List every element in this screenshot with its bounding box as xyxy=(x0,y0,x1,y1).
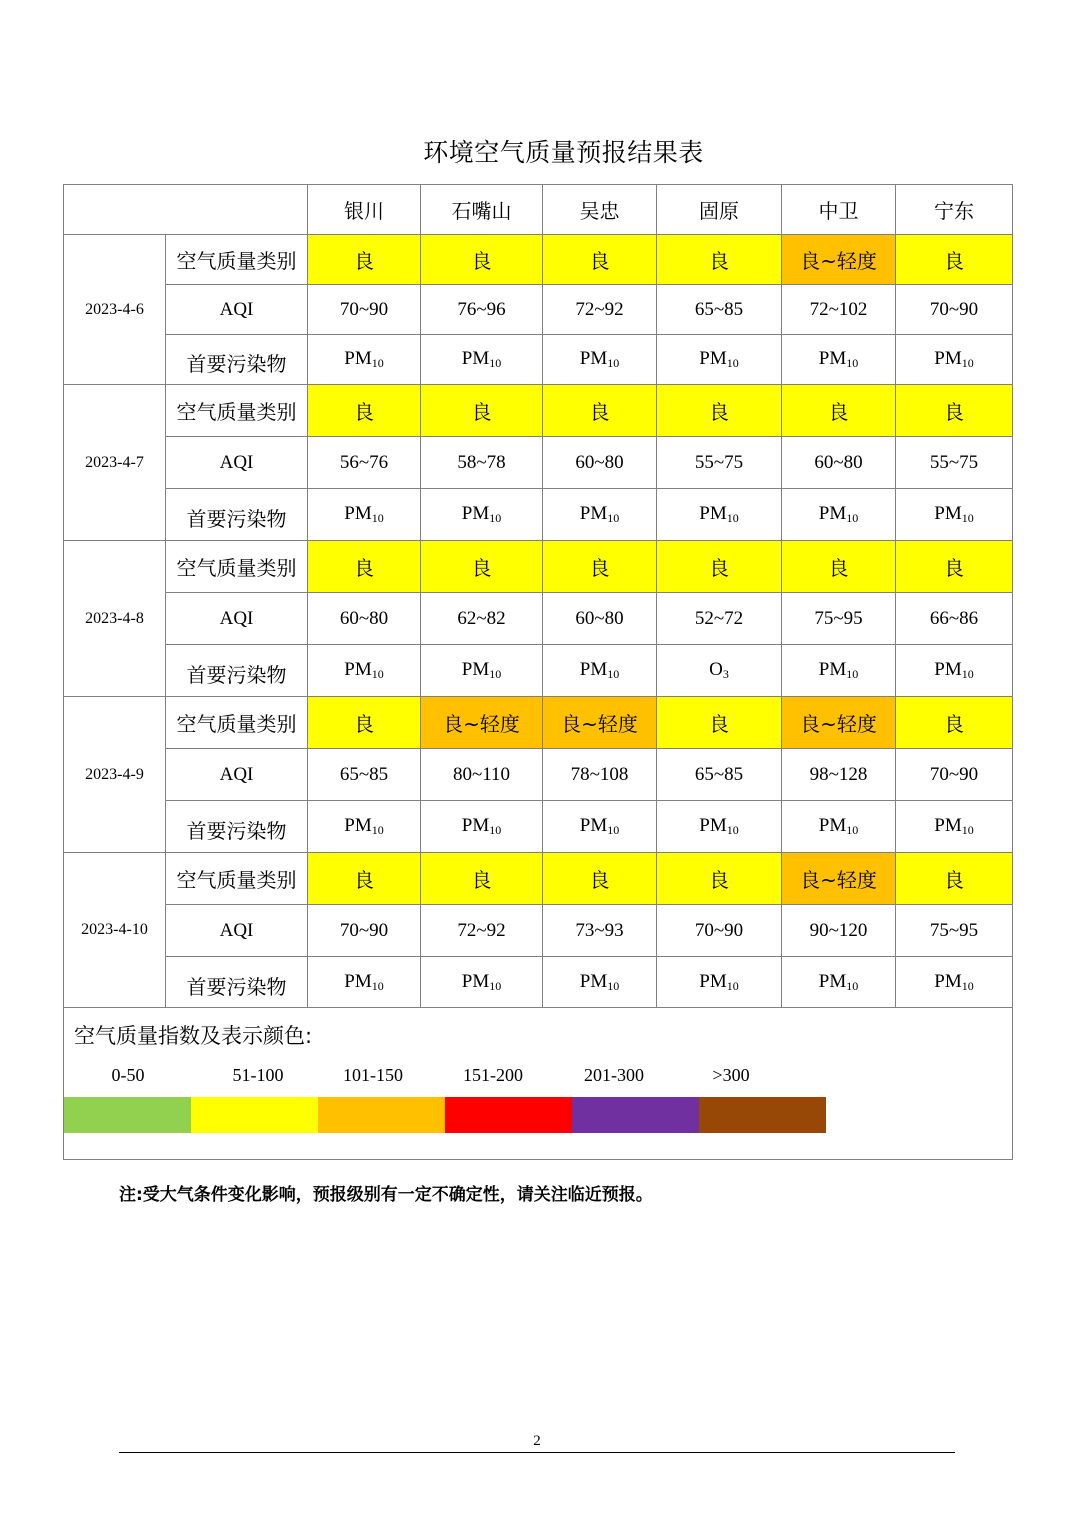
pollutant-subscript: 10 xyxy=(961,667,974,681)
aqi-cell: 65~85 xyxy=(657,285,782,335)
pollutant-subscript: 10 xyxy=(607,823,620,837)
pollutant-cell xyxy=(308,335,421,385)
pollutant-name: PM xyxy=(579,970,608,992)
legend-row xyxy=(64,1008,1013,1160)
pollutant-name: PM xyxy=(818,815,847,836)
category-cell: 良 xyxy=(421,541,543,593)
category-cell: 良 xyxy=(308,541,421,593)
legend-color-swatch xyxy=(318,1097,445,1133)
legend-range-label: 0-50 xyxy=(111,1065,145,1085)
pollutant-subscript: 10 xyxy=(489,356,502,370)
pollutant-subscript: 10 xyxy=(371,978,384,993)
aqi-label: AQI xyxy=(166,593,308,645)
category-row xyxy=(64,853,1013,905)
city-header: 固原 xyxy=(657,185,782,235)
pollutant-cell xyxy=(421,801,543,853)
category-cell: 良 xyxy=(421,385,543,437)
pollutant-cell xyxy=(543,645,657,697)
aqi-cell: 90~120 xyxy=(782,905,896,957)
pollutant-name: PM xyxy=(699,348,727,369)
pollutant-name: PM xyxy=(344,815,372,836)
pollutant-subscript: 10 xyxy=(607,978,620,993)
pollutant-subscript: 10 xyxy=(489,978,502,993)
pollutant-subscript: 10 xyxy=(846,511,859,525)
category-cell: 良 xyxy=(657,385,782,437)
aqi-cell: 66~86 xyxy=(896,593,1013,645)
aqi-cell: 60~80 xyxy=(308,593,421,645)
aqi-cell: 56~76 xyxy=(308,437,421,489)
pollutant-subscript: 10 xyxy=(607,511,620,525)
aqi-cell: 62~82 xyxy=(421,593,543,645)
aqi-cell: 70~90 xyxy=(896,749,1013,801)
aqi-cell: 65~85 xyxy=(657,749,782,801)
category-cell: 良 xyxy=(896,385,1013,437)
category-cell: 良~轻度 xyxy=(421,697,543,749)
aqi-cell: 58~78 xyxy=(421,437,543,489)
category-cell: 良~轻度 xyxy=(782,235,896,285)
pollutant-label: 首要污染物 xyxy=(166,335,308,385)
pollutant-name: PM xyxy=(699,815,727,836)
pollutant-row xyxy=(64,957,1013,1008)
aqi-cell: 70~90 xyxy=(308,905,421,957)
aqi-label: AQI xyxy=(166,905,308,957)
pollutant-cell xyxy=(896,645,1013,697)
aqi-label: AQI xyxy=(166,749,308,801)
pollutant-subscript: 10 xyxy=(961,356,974,370)
aqi-label: AQI xyxy=(166,285,308,335)
aqi-cell: 75~95 xyxy=(896,905,1013,957)
pollutant-name: PM xyxy=(461,815,490,836)
aqi-cell: 80~110 xyxy=(421,749,543,801)
pollutant-cell xyxy=(421,489,543,541)
aqi-row xyxy=(64,749,1013,801)
city-header: 中卫 xyxy=(782,185,896,235)
legend-color-swatch xyxy=(445,1097,572,1133)
category-cell: 良 xyxy=(896,541,1013,593)
pollutant-cell xyxy=(421,335,543,385)
aqi-row xyxy=(64,905,1013,957)
category-cell: 良 xyxy=(543,853,657,905)
category-cell: 良 xyxy=(308,385,421,437)
category-cell: 良 xyxy=(657,541,782,593)
pollutant-cell xyxy=(657,957,782,1008)
category-row xyxy=(64,541,1013,593)
pollutant-name: PM xyxy=(579,659,608,680)
city-header: 宁东 xyxy=(896,185,1013,235)
aqi-cell: 60~80 xyxy=(543,437,657,489)
city-header: 银川 xyxy=(308,185,421,235)
forecast-date: 2023-4-6 xyxy=(64,235,166,385)
aqi-cell: 72~92 xyxy=(421,905,543,957)
category-label: 空气质量类别 xyxy=(166,385,308,437)
pollutant-name: PM xyxy=(344,970,372,992)
pollutant-name: PM xyxy=(818,348,847,369)
category-cell: 良 xyxy=(896,697,1013,749)
pollutant-subscript: 3 xyxy=(722,667,729,681)
pollutant-cell xyxy=(308,645,421,697)
pollutant-name: PM xyxy=(934,815,962,836)
category-cell: 良 xyxy=(421,853,543,905)
pollutant-subscript: 10 xyxy=(489,511,502,525)
aqi-cell: 70~90 xyxy=(308,285,421,335)
category-cell: 良 xyxy=(782,541,896,593)
aqi-cell: 52~72 xyxy=(657,593,782,645)
category-cell: 良~轻度 xyxy=(782,853,896,905)
pollutant-name: PM xyxy=(818,503,847,524)
category-label: 空气质量类别 xyxy=(166,697,308,749)
category-cell: 良 xyxy=(543,385,657,437)
aqi-cell: 72~92 xyxy=(543,285,657,335)
pollutant-subscript: 10 xyxy=(726,511,739,525)
aqi-label: AQI xyxy=(166,437,308,489)
page-number: 2 xyxy=(533,1433,541,1449)
legend-color-swatch xyxy=(191,1097,318,1133)
pollutant-cell xyxy=(308,489,421,541)
footer-divider xyxy=(119,1452,955,1453)
aqi-cell: 55~75 xyxy=(657,437,782,489)
pollutant-cell xyxy=(543,489,657,541)
category-cell: 良~轻度 xyxy=(782,697,896,749)
category-row xyxy=(64,697,1013,749)
legend-color-swatch xyxy=(699,1097,826,1133)
pollutant-name: PM xyxy=(934,970,962,992)
category-cell: 良 xyxy=(782,385,896,437)
aqi-cell: 65~85 xyxy=(308,749,421,801)
pollutant-cell xyxy=(543,335,657,385)
pollutant-subscript: 10 xyxy=(489,823,502,837)
forecast-table-body xyxy=(64,185,1013,1160)
aqi-cell: 60~80 xyxy=(543,593,657,645)
pollutant-cell xyxy=(896,957,1013,1008)
pollutant-name: PM xyxy=(461,503,490,524)
pollutant-row xyxy=(64,489,1013,541)
category-row xyxy=(64,385,1013,437)
aqi-cell: 98~128 xyxy=(782,749,896,801)
pollutant-cell xyxy=(543,801,657,853)
pollutant-name: PM xyxy=(934,348,962,369)
category-cell: 良 xyxy=(657,697,782,749)
category-cell: 良 xyxy=(308,853,421,905)
category-cell: 良 xyxy=(657,235,782,285)
pollutant-cell xyxy=(421,957,543,1008)
pollutant-label: 首要污染物 xyxy=(166,801,308,853)
aqi-cell: 75~95 xyxy=(782,593,896,645)
category-row xyxy=(64,235,1013,285)
aqi-row xyxy=(64,437,1013,489)
category-label: 空气质量类别 xyxy=(166,853,308,905)
legend-range-label: 101-150 xyxy=(343,1065,403,1085)
header-row xyxy=(64,185,1013,235)
pollutant-subscript: 10 xyxy=(489,667,502,681)
category-cell: 良 xyxy=(543,541,657,593)
pollutant-cell xyxy=(421,645,543,697)
pollutant-label: 首要污染物 xyxy=(166,957,308,1008)
aqi-row xyxy=(64,285,1013,335)
pollutant-name: PM xyxy=(344,503,372,524)
city-header: 石嘴山 xyxy=(421,185,543,235)
pollutant-name: PM xyxy=(579,348,608,369)
pollutant-cell xyxy=(896,801,1013,853)
pollutant-cell xyxy=(782,335,896,385)
pollutant-name: PM xyxy=(461,970,490,992)
aqi-cell: 72~102 xyxy=(782,285,896,335)
forecast-date: 2023-4-9 xyxy=(64,697,166,853)
pollutant-subscript: 10 xyxy=(961,511,974,525)
forecast-note: 注:受大气条件变化影响，预报级别有一定不确定性，请关注临近预报。 xyxy=(119,1185,653,1205)
pollutant-subscript: 10 xyxy=(371,823,384,837)
pollutant-cell xyxy=(782,801,896,853)
pollutant-subscript: 10 xyxy=(371,667,384,681)
forecast-date: 2023-4-8 xyxy=(64,541,166,697)
pollutant-cell xyxy=(896,335,1013,385)
pollutant-cell xyxy=(657,489,782,541)
pollutant-name: PM xyxy=(699,970,727,992)
aqi-cell: 55~75 xyxy=(896,437,1013,489)
pollutant-name: PM xyxy=(934,659,962,680)
pollutant-name: PM xyxy=(818,970,847,992)
aqi-cell: 70~90 xyxy=(896,285,1013,335)
category-cell: 良 xyxy=(308,697,421,749)
pollutant-cell xyxy=(782,957,896,1008)
pollutant-subscript: 10 xyxy=(726,356,739,370)
aqi-cell: 73~93 xyxy=(543,905,657,957)
category-cell: 良 xyxy=(896,853,1013,905)
pollutant-cell xyxy=(543,957,657,1008)
legend-range-label: >300 xyxy=(712,1065,750,1085)
pollutant-name: PM xyxy=(699,503,727,524)
legend-color-swatch xyxy=(572,1097,699,1133)
legend-range-label: 51-100 xyxy=(232,1065,284,1085)
pollutant-cell xyxy=(308,801,421,853)
aqi-cell: 78~108 xyxy=(543,749,657,801)
pollutant-cell xyxy=(657,335,782,385)
pollutant-name: PM xyxy=(461,659,490,680)
forecast-table xyxy=(63,184,1013,1160)
pollutant-subscript: 10 xyxy=(371,356,384,370)
aqi-cell: 76~96 xyxy=(421,285,543,335)
pollutant-row xyxy=(64,335,1013,385)
pollutant-cell xyxy=(782,489,896,541)
pollutant-subscript: 10 xyxy=(607,667,620,681)
pollutant-cell xyxy=(308,957,421,1008)
aqi-color-legend xyxy=(64,1008,1013,1160)
pollutant-label: 首要污染物 xyxy=(166,645,308,697)
forecast-date: 2023-4-7 xyxy=(64,385,166,541)
pollutant-row xyxy=(64,801,1013,853)
category-cell: 良~轻度 xyxy=(543,697,657,749)
legend-title: 空气质量指数及表示颜色: xyxy=(74,1024,313,1048)
legend-range-label: 201-300 xyxy=(584,1065,644,1085)
pollutant-subscript: 10 xyxy=(726,823,739,837)
city-header: 吴忠 xyxy=(543,185,657,235)
pollutant-subscript: 10 xyxy=(961,823,974,837)
forecast-date: 2023-4-10 xyxy=(64,853,166,1008)
pollutant-cell xyxy=(782,645,896,697)
pollutant-name: PM xyxy=(934,503,962,524)
pollutant-name: PM xyxy=(344,659,372,680)
aqi-cell: 60~80 xyxy=(782,437,896,489)
pollutant-name: PM xyxy=(579,815,608,836)
aqi-cell: 70~90 xyxy=(657,905,782,957)
category-cell: 良 xyxy=(543,235,657,285)
pollutant-name: PM xyxy=(461,348,490,369)
pollutant-subscript: 10 xyxy=(846,356,859,370)
category-cell: 良 xyxy=(308,235,421,285)
pollutant-name: PM xyxy=(818,659,847,680)
pollutant-subscript: 10 xyxy=(371,511,384,525)
aqi-row xyxy=(64,593,1013,645)
legend-range-label: 151-200 xyxy=(463,1065,523,1085)
pollutant-subscript: 10 xyxy=(961,978,974,993)
header-corner xyxy=(64,185,308,235)
pollutant-row xyxy=(64,645,1013,697)
pollutant-name: O xyxy=(709,659,723,680)
pollutant-subscript: 10 xyxy=(607,356,620,370)
category-cell: 良 xyxy=(657,853,782,905)
category-cell: 良 xyxy=(896,235,1013,285)
category-cell: 良 xyxy=(421,235,543,285)
pollutant-cell xyxy=(896,489,1013,541)
pollutant-subscript: 10 xyxy=(846,667,859,681)
legend-color-swatch xyxy=(64,1097,191,1133)
category-label: 空气质量类别 xyxy=(166,541,308,593)
pollutant-label: 首要污染物 xyxy=(166,489,308,541)
pollutant-name: PM xyxy=(344,348,372,369)
pollutant-subscript: 10 xyxy=(846,978,859,993)
pollutant-name: PM xyxy=(579,503,608,524)
pollutant-cell xyxy=(657,645,782,697)
page-title: 环境空气质量预报结果表 xyxy=(423,138,704,167)
pollutant-cell xyxy=(657,801,782,853)
pollutant-subscript: 10 xyxy=(726,978,739,993)
category-label: 空气质量类别 xyxy=(166,235,308,285)
pollutant-subscript: 10 xyxy=(846,823,859,837)
